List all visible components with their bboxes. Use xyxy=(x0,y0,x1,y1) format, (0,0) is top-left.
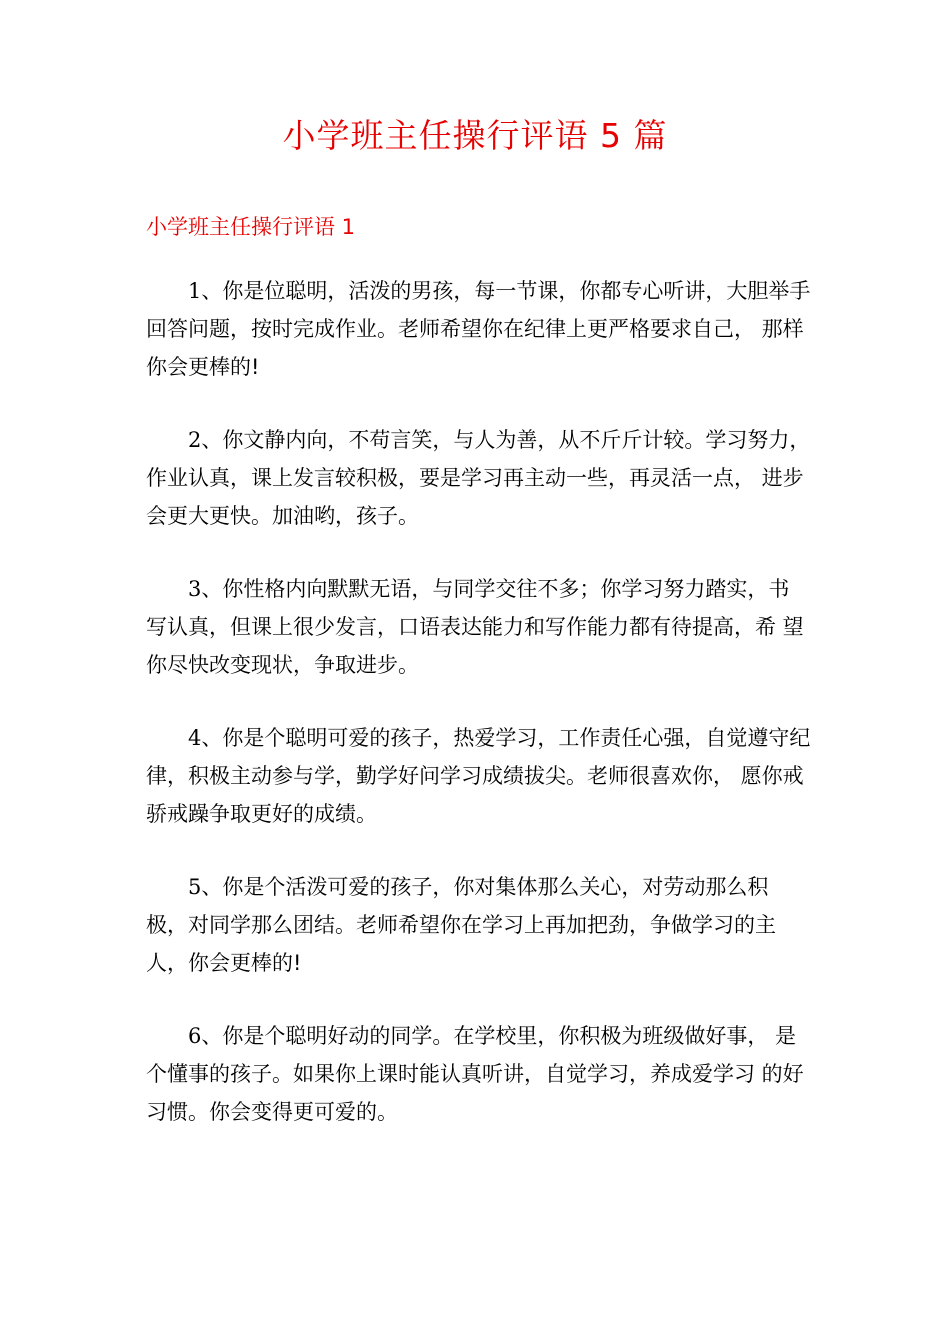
comment-paragraph xyxy=(146,570,811,684)
comment-paragraph xyxy=(146,272,811,386)
comment-separator: 、 xyxy=(201,577,223,601)
comment-text: 你是位聪明，活泼的男孩，每一节课，你都专心听讲，大胆举手回答问题，按时完成作业。老师希望你在纪律上更严格要求自己， 那样你会更棒的! xyxy=(146,279,811,379)
comment-separator: 、 xyxy=(201,875,223,899)
comment-paragraph xyxy=(146,1017,811,1131)
document-title: 小学班主任操行评语 5 篇 xyxy=(282,116,668,155)
comment-separator: 、 xyxy=(201,428,223,452)
comments-list xyxy=(146,272,811,1166)
comment-text: 你性格内向默默无语，与同学交往不多；你学习努力踏实，书 写认真，但课上很少发言，口语表达能力和写作能力都有待提高，希 望你尽快改变现状，争取进步。 xyxy=(146,577,804,677)
comment-paragraph xyxy=(146,719,811,833)
comment-separator: 、 xyxy=(201,726,223,750)
comment-text: 你是个活泼可爱的孩子，你对集体那么关心，对劳动那么积 极，对同学那么团结。老师希望你在学习上再加把劲，争做学习的主 人，你会更棒的! xyxy=(146,875,776,975)
comment-text: 你是个聪明可爱的孩子，热爱学习，工作责任心强，自觉遵守纪律，积极主动参与学，勤学好问学习成绩拔尖。老师很喜欢你， 愿你戒骄戒躁争取更好的成绩。 xyxy=(146,726,811,826)
comment-number: 5 xyxy=(188,875,202,899)
comment-text: 你文静内向，不苟言笑，与人为善，从不斤斤计较。学习努力，作业认真，课上发言较积极，要是学习再主动一些，再灵活一点， 进步会更大更快。加油哟，孩子。 xyxy=(146,428,811,528)
comment-number: 3 xyxy=(188,577,202,601)
comment-number: 2 xyxy=(188,428,202,452)
comment-number: 6 xyxy=(188,1024,202,1048)
comment-number: 1 xyxy=(188,279,202,303)
section-heading: 小学班主任操行评语 1 xyxy=(146,215,356,239)
comment-paragraph xyxy=(146,421,811,535)
comment-separator: 、 xyxy=(201,279,223,303)
comment-text: 你是个聪明好动的同学。在学校里，你积极为班级做好事， 是个懂事的孩子。如果你上课时能认真听讲，自觉学习，养成爱学习 的好习惯。你会变得更可爱的。 xyxy=(146,1024,804,1124)
comment-number: 4 xyxy=(188,726,202,750)
comment-paragraph xyxy=(146,868,811,982)
comment-separator: 、 xyxy=(201,1024,223,1048)
